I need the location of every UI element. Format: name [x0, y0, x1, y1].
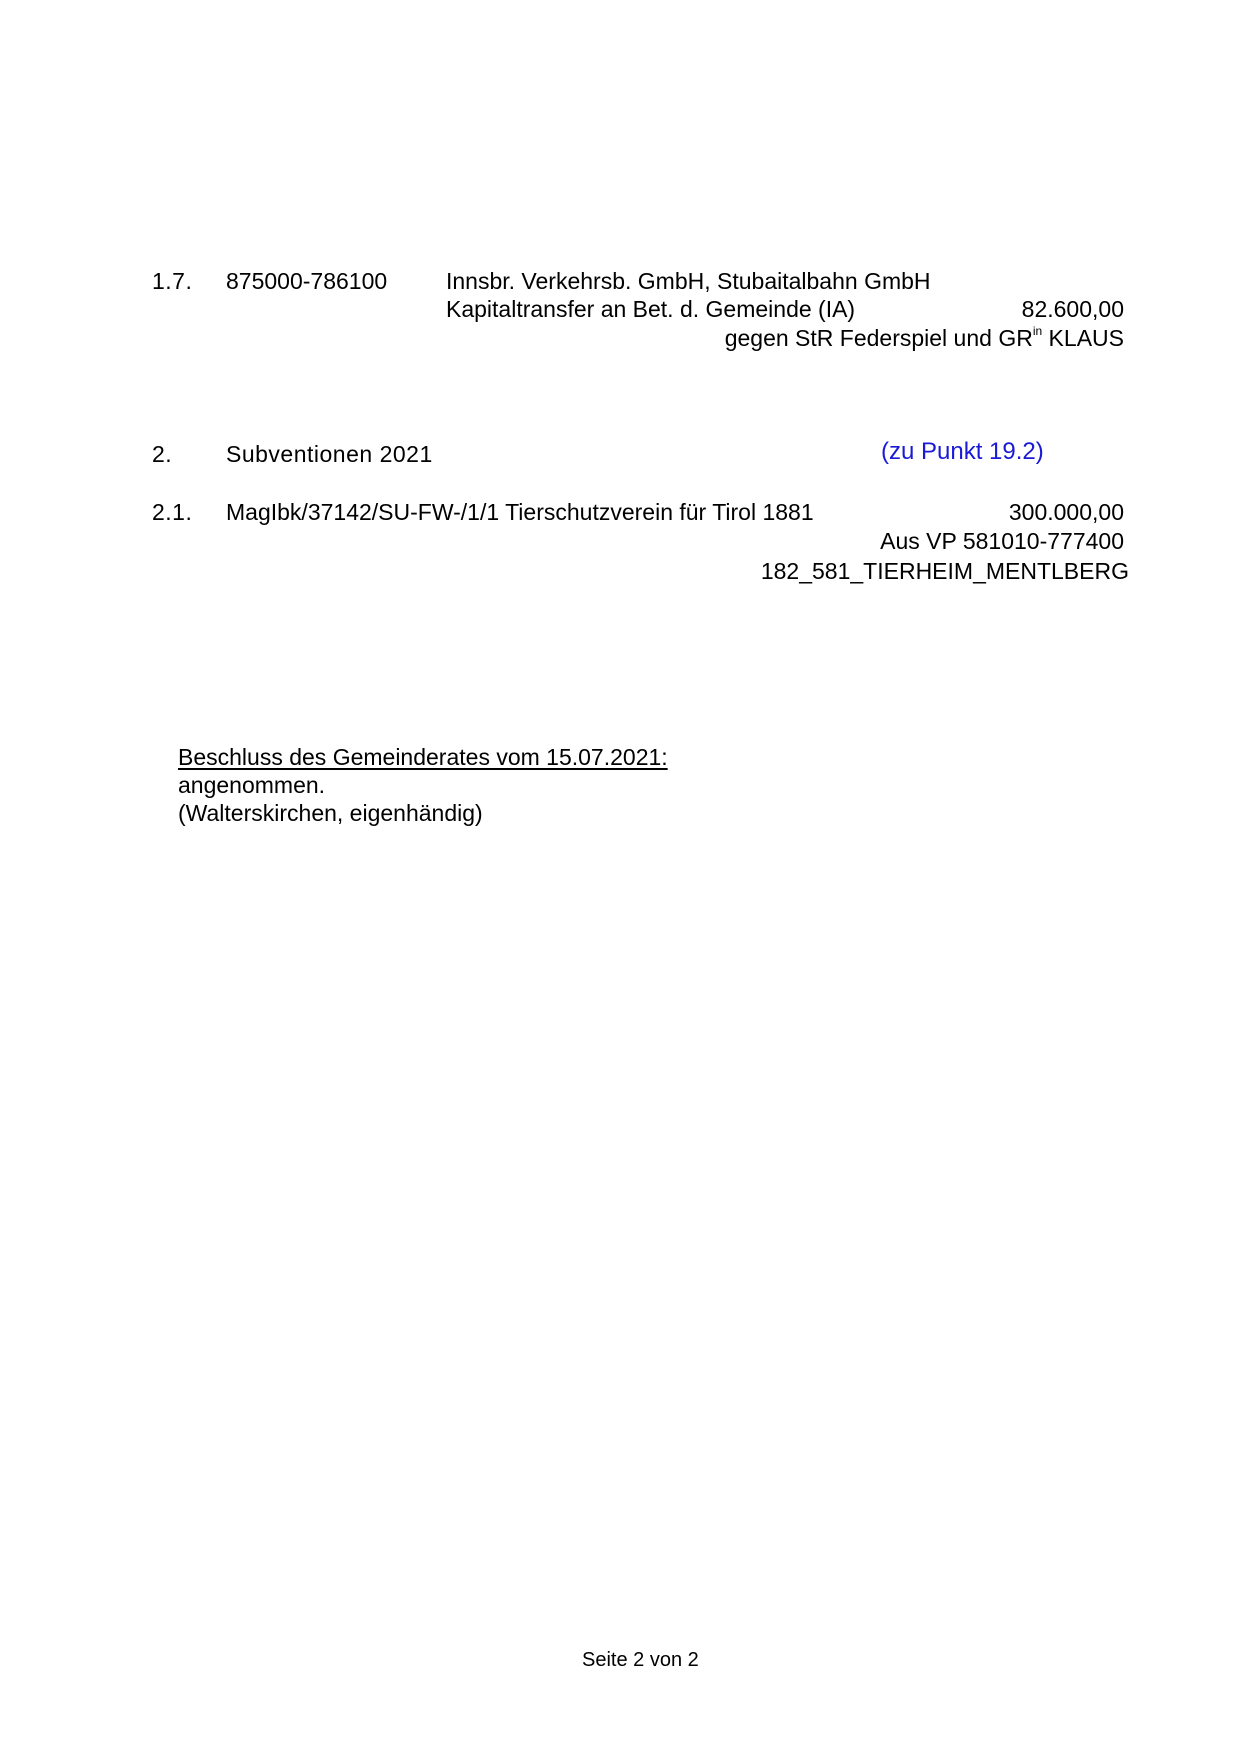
item-2-1-source: Aus VP 581010-777400 [880, 528, 1124, 554]
vote-superscript: in [1032, 324, 1043, 338]
item-2-1-amount: 300.000,00 [1008, 499, 1124, 525]
resolution-signature: (Walterskirchen, eigenhändig) [178, 800, 483, 826]
item-2-1-number: 2.1. [152, 499, 193, 525]
vote-prefix: gegen StR Federspiel und GR [724, 325, 1033, 351]
page-number: Seite 2 von 2 [582, 1649, 699, 1671]
item-2-1-description: MagIbk/37142/SU-FW-/1/1 Tierschutzverein für Tirol 1881 [226, 499, 814, 525]
resolution-heading: Beschluss des Gemeinderates vom 15.07.2021: [178, 744, 668, 770]
section-2-title: Subventionen 2021 [226, 441, 433, 467]
item-1-7-account: 875000-786100 [226, 268, 388, 294]
item-1-7-vote-note [724, 324, 1124, 351]
item-1-7-purpose: Kapitaltransfer an Bet. d. Gemeinde (IA) [446, 296, 856, 322]
item-2-1-project: 182_581_TIERHEIM_MENTLBERG [760, 558, 1129, 584]
item-1-7-number: 1.7. [152, 268, 193, 294]
vote-suffix: KLAUS [1042, 325, 1124, 351]
item-1-7-recipient: Innsbr. Verkehrsb. GmbH, Stubaitalbahn GmbH [446, 268, 931, 294]
section-2-reference: (zu Punkt 19.2) [881, 438, 1044, 465]
item-1-7-amount: 82.600,00 [1021, 296, 1124, 322]
resolution-status: angenommen. [178, 772, 326, 798]
section-2-number: 2. [152, 441, 173, 467]
